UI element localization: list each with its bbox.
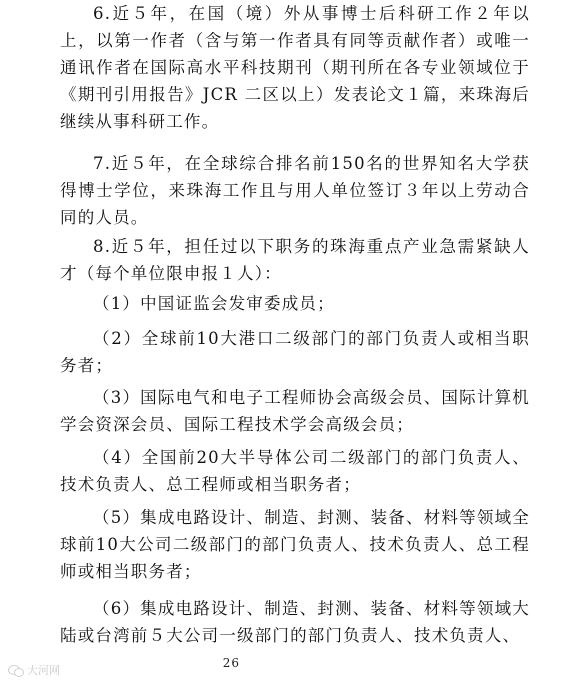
watermark-logo-icon	[8, 663, 24, 677]
list-item-2: （2）全球前10大港口二级部门的部门负责人或相当职务者；	[60, 329, 530, 375]
list-item-6: （6）集成电路设计、制造、封测、装备、材料等领域大陆或台湾前５大公司一级部门的部门负责人、技术负责人、	[60, 599, 530, 645]
paragraph-6: 6.近５年，在国（境）外从事博士后科研工作２年以上，以第一作者（含与第一作者具有同等贡献作者）或唯一通讯作者在国际高水平科技期刊（期刊所在各专业领域位于《期刊引用报告》JCR 二区以上）发表论文１篇，来珠海后继续从事科研工作。	[60, 4, 530, 131]
paragraph-8: 8.近５年，担任过以下职务的珠海重点产业急需紧缺人才（每个单位限申报１人）：	[60, 237, 530, 283]
list-item-5: （5）集成电路设计、制造、封测、装备、材料等领域全球前10大公司二级部门的部门负责人、技术负责人、总工程师或相当职务者；	[60, 508, 530, 581]
list-item-1: （1）中国证监会发审委成员；	[93, 294, 335, 313]
paragraph-7: 7.近５年，在全球综合排名前150名的世界知名大学获得博士学位，来珠海工作且与用人单位签订３年以上劳动合同的人员。	[60, 154, 530, 227]
watermark-text: 大河网	[27, 664, 60, 677]
page-number: 26	[222, 656, 240, 670]
list-item-4: （4）全国前20大半导体公司二级部门的部门负责人、技术负责人、总工程师或相当职务者；	[60, 448, 530, 494]
list-item-3: （3）国际电气和电子工程师协会高级会员、国际计算机学会资深会员、国际工程技术学会高级会员；	[60, 388, 530, 434]
watermark	[8, 662, 60, 678]
